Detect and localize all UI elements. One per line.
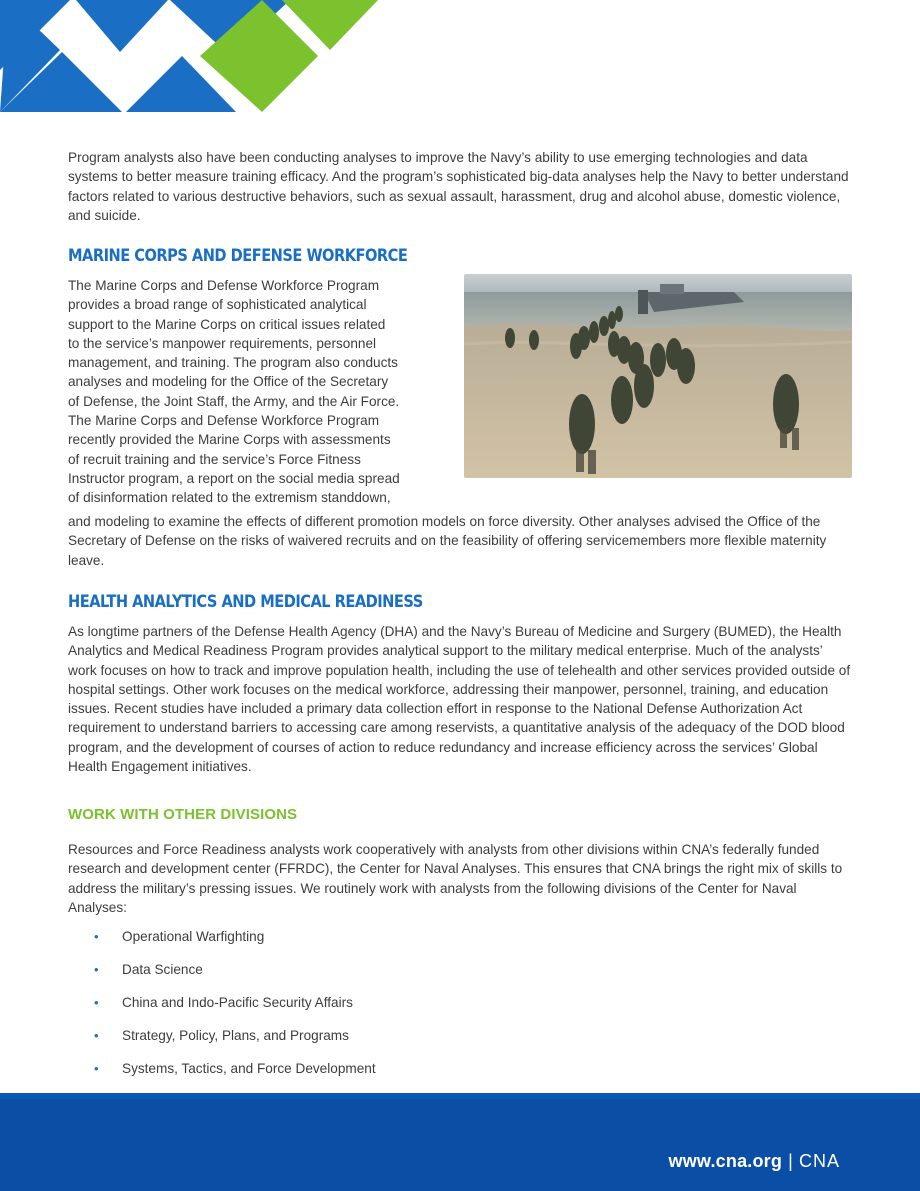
marine-line: of disinformation related to the extremism standdown, (68, 490, 391, 506)
footer-band (0, 1093, 920, 1191)
marine-line: of Defense, the Joint Staff, the Army, and the Air Force. (68, 393, 400, 409)
marine-line: The Marine Corps and Defense Workforce Program (68, 413, 380, 429)
marine-line: analyses and modeling for the Office of the Secretary (68, 374, 389, 390)
footer-separator: | (788, 1151, 793, 1171)
bullet-icon: • (94, 995, 99, 1010)
bullet-icon: • (94, 1028, 99, 1043)
marine-line: support to the Marine Corps on critical issues related (68, 316, 386, 332)
marine-line: management, and training. The program also conducts (68, 355, 398, 371)
footer-url-link[interactable]: www.cna.org (668, 1151, 783, 1171)
health-paragraph: As longtime partners of the Defense Health Agency (DHA) and the Navy’s Bureau of Medicine and Surgery (BUMED), the Health Analytics and Medical Readiness Program provides analytical support to the military medical enterprise. Much of the analysts’ work focuses on how to track and improve population health, including the use of telehealth and other services provided outside of hospital settings. Other work focuses on the medical workforce, addressing their manpower, personnel, training, and education issues. Recent studies have included a primary data collection effort in response to the National Defense Authorization Act requirement to understand barriers to accessing care among reservists, a quantitative analysis of the adequacy of the DOD blood program, and the development of courses of action to reduce redundancy and increase efficiency across the services’ Global Health Engagement initiatives. (68, 624, 851, 775)
list-item-label: Operational Warfighting (122, 929, 265, 944)
health-heading: HEALTH ANALYTICS AND MEDICAL READINESS (68, 592, 423, 612)
marines-beach-photo (464, 274, 852, 478)
bullet-icon: • (94, 929, 99, 944)
footer-brand: CNA (798, 1151, 840, 1171)
list-item-label: China and Indo-Pacific Security Affairs (122, 995, 353, 1010)
divisions-heading: WORK WITH OTHER DIVISIONS (68, 806, 298, 823)
list-item (94, 927, 376, 960)
divisions-paragraph: Resources and Force Readiness analysts work cooperatively with analysts from other divisions within CNA’s federally funded research and development center (FFRDC), the Center for Naval Analyses. This ensures that CNA brings the right mix of skills to address the military’s pressing issues. We routinely work with analysts from the following divisions of the Center for Naval Analyses: (68, 842, 843, 915)
marine-line: of recruit training and the service’s Force Fitness (68, 451, 361, 467)
marine-line: provides a broad range of sophisticated analytical (68, 297, 367, 313)
list-item (94, 1026, 376, 1059)
marine-line: recently provided the Marine Corps with assessments (68, 432, 391, 448)
footer-site (669, 1151, 840, 1172)
list-item-label: Data Science (122, 962, 203, 977)
footer-top-bar (0, 1093, 920, 1099)
list-item (94, 960, 376, 993)
bullet-icon: • (94, 962, 99, 977)
marine-line: to the service’s manpower requirements, personnel (68, 335, 377, 351)
marine-line: Instructor program, a report on the social media spread (68, 470, 400, 486)
list-item (94, 993, 376, 1026)
divisions-list (94, 927, 376, 1092)
marine-heading: MARINE CORPS AND DEFENSE WORKFORCE (68, 246, 408, 266)
list-item-label: Systems, Tactics, and Force Development (122, 1061, 376, 1076)
list-item (94, 1059, 376, 1092)
header-diamond-graphic (0, 0, 400, 120)
marine-line: The Marine Corps and Defense Workforce Program (68, 278, 380, 293)
bullet-icon: • (94, 1061, 99, 1076)
marine-column-text (68, 276, 453, 508)
intro-paragraph: Program analysts also have been conducting analyses to improve the Navy’s ability to use emerging technologies and data systems to better measure training efficacy. And the program’s sophisticated big-data analyses help the Navy to better understand factors related to various destructive behaviors, such as sexual assault, harassment, drug and alcohol abuse, domestic violence, and suicide. (68, 150, 849, 223)
list-item-label: Strategy, Policy, Plans, and Programs (122, 1028, 349, 1043)
marine-continuation: and modeling to examine the effects of different promotion models on force diversity. Other analyses advised the Office of the Secretary of Defense on the risks of waivered recruits and on the feasibility of offering servicemembers more flexible maternity leave. (68, 514, 827, 568)
